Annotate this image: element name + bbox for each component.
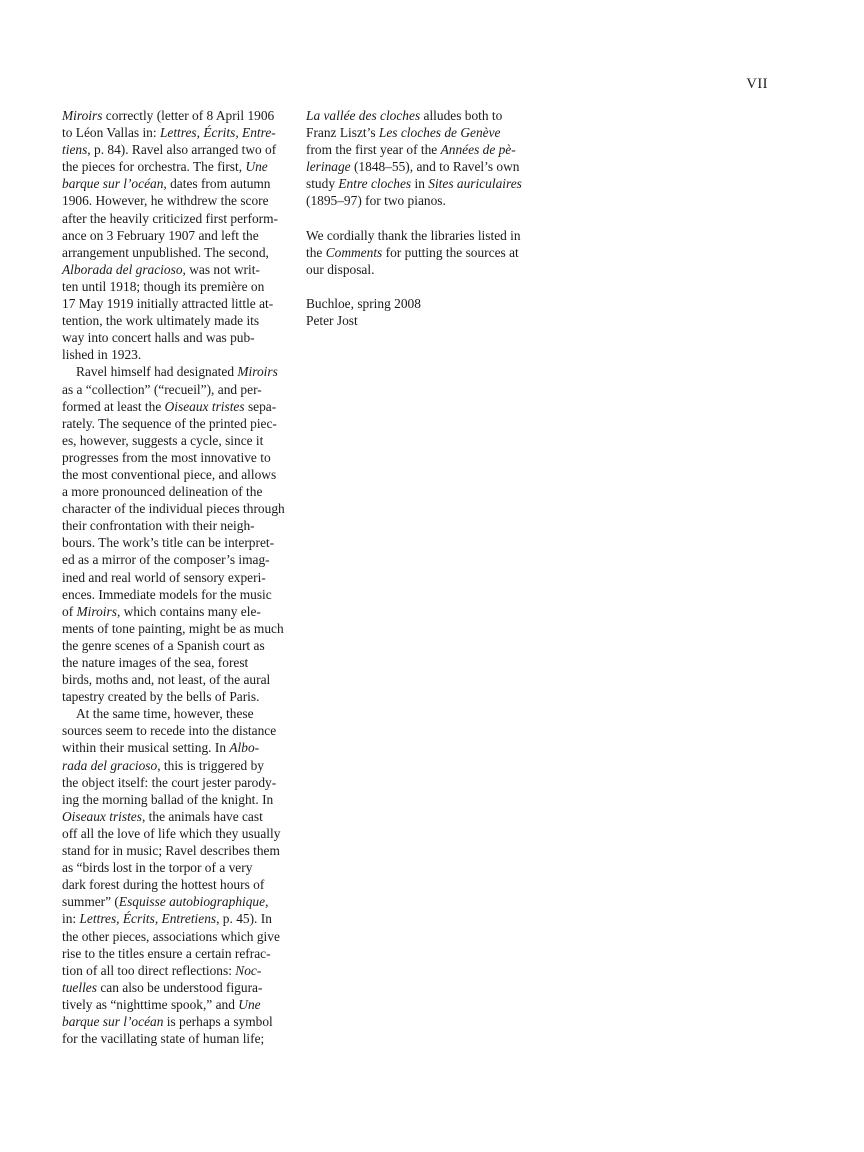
text-run: Franz Liszt’s xyxy=(306,125,379,141)
text-run: the nature images of the sea, forest xyxy=(62,655,249,670)
text-run: sources seem to recede into the distance xyxy=(62,723,277,739)
text-line xyxy=(62,329,284,346)
text-run: can also be understood figura- xyxy=(96,979,263,995)
text-line xyxy=(306,312,526,329)
text-line xyxy=(62,739,284,756)
text-run: , this is triggered by xyxy=(157,757,264,773)
text-line xyxy=(62,158,284,175)
italic-text-run: tuelles xyxy=(62,979,97,995)
text-run: ance on 3 February 1907 and left the xyxy=(62,227,259,243)
text-line xyxy=(306,244,526,261)
text-run: bours. The work’s title can be interpret- xyxy=(62,535,275,551)
text-run: , p. 45). In xyxy=(216,911,272,927)
text-run: Peter Jost xyxy=(306,312,358,328)
text-line xyxy=(62,774,284,791)
text-line xyxy=(306,295,526,312)
text-run: (1895–97) for two pianos. xyxy=(306,193,446,209)
text-line xyxy=(62,671,284,688)
text-run: from the first year of the xyxy=(306,142,441,158)
text-run: , dates from autumn xyxy=(163,176,271,192)
text-line xyxy=(62,842,284,859)
italic-text-run: Albo- xyxy=(229,740,260,756)
text-line xyxy=(62,620,284,637)
text-run: as “birds lost in the torpor of a very xyxy=(62,860,253,876)
italic-text-run: Une xyxy=(238,996,261,1012)
text-run: tively as “nighttime spook,” and xyxy=(62,996,239,1012)
text-run: rately. The sequence of the printed piec- xyxy=(62,415,277,431)
text-run: the other pieces, associations which give xyxy=(62,928,280,944)
right-text-column xyxy=(306,107,526,329)
text-run: alludes both to xyxy=(420,108,503,123)
text-line xyxy=(62,244,284,261)
text-run: after the heavily criticized first perform- xyxy=(62,210,279,226)
text-line xyxy=(62,124,284,141)
text-run: summer” ( xyxy=(62,894,119,910)
text-run: study xyxy=(306,176,339,192)
text-line xyxy=(62,654,284,671)
text-run: the object itself: the court jester parody- xyxy=(62,774,277,790)
text-run: lished in 1923. xyxy=(62,347,142,363)
text-run: es, however, suggests a cycle, since it xyxy=(62,432,264,448)
text-line xyxy=(62,637,284,654)
text-run: to Léon Vallas in: xyxy=(62,125,160,141)
text-run: sepa- xyxy=(244,398,277,414)
italic-text-run: tiens xyxy=(62,142,88,158)
text-line xyxy=(62,996,284,1013)
text-line xyxy=(62,432,284,449)
text-run: Buchloe, spring 2008 xyxy=(306,295,421,311)
text-run: ten until 1918; though its première on xyxy=(62,278,265,294)
text-line xyxy=(62,603,284,620)
text-line xyxy=(62,1030,284,1047)
text-line xyxy=(306,227,526,244)
text-run: is perhaps a symbol xyxy=(163,1013,273,1029)
text-run: the genre scenes of a Spanish court as xyxy=(62,637,265,653)
paragraph-gap xyxy=(306,210,526,227)
text-line xyxy=(62,517,284,534)
text-line xyxy=(62,825,284,842)
text-line xyxy=(62,449,284,466)
text-run: , was not writ- xyxy=(182,261,260,277)
text-line xyxy=(62,569,284,586)
text-run: ences. Immediate models for the music xyxy=(62,586,272,602)
italic-text-run: Noc- xyxy=(235,962,262,978)
text-line xyxy=(62,688,284,705)
text-run: 17 May 1919 initially attracted little at- xyxy=(62,296,274,312)
text-run: tion of all too direct reflections: xyxy=(62,962,236,978)
text-run: At the same time, however, these xyxy=(76,706,254,722)
text-line xyxy=(62,859,284,876)
text-run: of xyxy=(62,603,77,619)
text-line xyxy=(62,962,284,979)
text-run: within their musical setting. In xyxy=(62,740,230,756)
text-run: rise to the titles ensure a certain refrac- xyxy=(62,945,271,961)
paragraph-gap xyxy=(306,278,526,295)
italic-text-run: La vallée des cloches xyxy=(306,108,421,123)
text-run: for the vacillating state of human life; xyxy=(62,1031,265,1047)
italic-text-run: rada del gracioso xyxy=(62,757,158,773)
text-line xyxy=(306,107,526,124)
text-line xyxy=(62,295,284,312)
text-run: as a “collection” (“recueil”), and per- xyxy=(62,381,262,397)
text-line xyxy=(306,141,526,158)
text-run: ined and real world of sensory experi- xyxy=(62,569,266,585)
text-run: stand for in music; Ravel describes them xyxy=(62,843,280,859)
text-line xyxy=(62,705,284,722)
text-line xyxy=(62,757,284,774)
italic-text-run: Lettres, Écrits, Entre- xyxy=(159,125,276,141)
italic-text-run: Miroirs xyxy=(237,364,278,380)
text-run: in: xyxy=(62,911,80,927)
text-run: our disposal. xyxy=(306,261,375,277)
italic-text-run: Miroirs xyxy=(62,108,103,123)
text-run: the pieces for orchestra. The first, xyxy=(62,159,246,175)
text-line xyxy=(62,928,284,945)
text-run: , xyxy=(265,894,269,910)
italic-text-run: lerinage xyxy=(306,159,351,175)
text-line xyxy=(62,346,284,363)
text-run: , the animals have cast xyxy=(141,808,263,824)
text-line xyxy=(62,175,284,192)
text-run: their confrontation with their neigh- xyxy=(62,518,255,534)
text-line xyxy=(306,261,526,278)
text-run: 1906. However, he withdrew the score xyxy=(62,193,269,209)
text-run: formed at least the xyxy=(62,398,165,414)
page-number: VII xyxy=(746,76,768,92)
text-run: the most conventional piece, and allows xyxy=(62,466,277,482)
italic-text-run: barque sur l’océan xyxy=(62,1013,164,1029)
text-run: progresses from the most innovative to xyxy=(62,449,271,465)
text-line xyxy=(62,227,284,244)
text-line xyxy=(62,893,284,910)
text-line xyxy=(62,722,284,739)
text-line xyxy=(62,551,284,568)
italic-text-run: Comments xyxy=(325,244,383,260)
text-line xyxy=(306,175,526,192)
text-run: character of the individual pieces through xyxy=(62,501,285,517)
text-run: birds, moths and, not least, of the aural xyxy=(62,672,271,688)
text-line xyxy=(62,141,284,158)
text-line xyxy=(62,534,284,551)
italic-text-run: Sites auriculaires xyxy=(428,176,522,192)
italic-text-run: Entre cloches xyxy=(338,176,412,192)
text-run: ed as a mirror of the composer’s imag- xyxy=(62,552,270,568)
text-run: off all the love of life which they usually xyxy=(62,825,281,841)
text-run: tention, the work ultimately made its xyxy=(62,313,260,329)
text-line xyxy=(62,363,284,380)
text-run: , p. 84). Ravel also arranged two of xyxy=(87,142,277,158)
text-run: a more pronounced delineation of the xyxy=(62,484,263,500)
italic-text-run: Miroirs xyxy=(76,603,117,619)
text-line xyxy=(306,158,526,175)
text-run: , which contains many ele- xyxy=(116,603,261,619)
text-line xyxy=(62,107,284,124)
text-line xyxy=(62,261,284,278)
italic-text-run: barque sur l’océan xyxy=(62,176,164,192)
italic-text-run: Les cloches de Genève xyxy=(378,125,501,141)
text-line xyxy=(62,910,284,927)
text-line xyxy=(62,808,284,825)
text-line xyxy=(62,500,284,517)
text-run: ments of tone painting, might be as much xyxy=(62,620,284,636)
text-run: Ravel himself had designated xyxy=(76,364,238,380)
text-run: way into concert halls and was pub- xyxy=(62,330,255,346)
text-run: in xyxy=(411,176,429,192)
text-line xyxy=(62,210,284,227)
text-line xyxy=(62,381,284,398)
italic-text-run: Esquisse autobiographique xyxy=(118,894,266,910)
text-line xyxy=(62,1013,284,1030)
text-run: arrangement unpublished. The second, xyxy=(62,244,269,260)
text-line xyxy=(62,791,284,808)
text-run: correctly (letter of 8 April 1906 xyxy=(102,108,275,123)
text-run: dark forest during the hottest hours of xyxy=(62,877,265,893)
italic-text-run: Lettres, Écrits, Entretiens xyxy=(79,911,217,927)
italic-text-run: Une xyxy=(245,159,268,175)
text-line xyxy=(62,312,284,329)
text-line xyxy=(62,979,284,996)
text-run: for putting the sources at xyxy=(382,244,519,260)
text-run: ing the morning ballad of the knight. In xyxy=(62,791,274,807)
italic-text-run: Oiseaux tristes xyxy=(164,398,245,414)
text-line xyxy=(62,586,284,603)
text-line xyxy=(62,483,284,500)
text-line xyxy=(306,192,526,209)
italic-text-run: Années de pè- xyxy=(440,142,516,158)
text-line xyxy=(62,398,284,415)
text-line xyxy=(62,876,284,893)
italic-text-run: Oiseaux tristes xyxy=(62,808,142,824)
text-run: the xyxy=(306,244,326,260)
italic-text-run: Alborada del gracioso xyxy=(62,261,183,277)
text-line xyxy=(62,945,284,962)
text-line xyxy=(62,192,284,209)
left-text-column xyxy=(62,107,284,1047)
text-line xyxy=(62,466,284,483)
text-line xyxy=(306,124,526,141)
text-run: We cordially thank the libraries listed in xyxy=(306,227,521,243)
text-run: tapestry created by the bells of Paris. xyxy=(62,689,260,705)
text-run: (1848–55), and to Ravel’s own xyxy=(350,159,520,175)
text-line xyxy=(62,278,284,295)
text-line xyxy=(62,415,284,432)
